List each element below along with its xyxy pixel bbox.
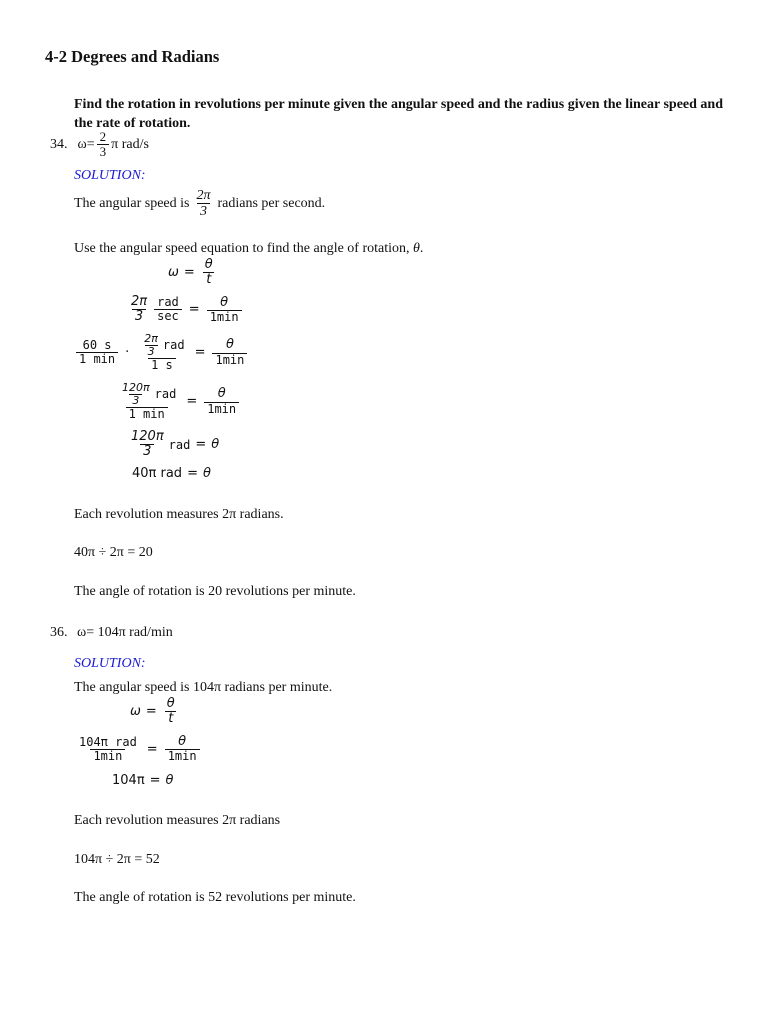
page-title: 4-2 Degrees and Radians [45,47,220,66]
equation-step-2 [126,295,244,325]
equals-sign: = [149,773,161,788]
theta-over-min [204,387,239,415]
unit: rad [154,387,177,401]
unit: rad [162,338,185,352]
equals-sign: = [146,741,158,757]
angular-speed-statement [74,188,325,220]
equals-sign: = [194,345,206,361]
fraction-numerator: θ [220,294,229,310]
equals-sign: = [187,466,198,481]
dot-operator: · [125,345,130,361]
fraction-numerator: 2 [99,129,107,144]
theta-over-min [165,735,200,763]
fraction-numerator [114,382,179,407]
equals-sign: = [188,302,200,318]
fraction-denominator: sec [154,309,182,323]
fraction-denominator: 1min [204,402,239,416]
pi120-over-three [128,430,167,460]
fraction-numerator: 2π [196,188,211,203]
fraction-numerator: 104π rad [79,734,137,749]
revolution-text: Each revolution measures 2π radians. [74,507,284,522]
omega-symbol: ω [168,265,179,281]
equals-sign: = [195,437,207,453]
omega-lhs: ω= [77,136,95,152]
theta-symbol: θ [413,241,420,256]
fraction-numerator: θ [217,386,226,402]
theta-symbol: θ [165,773,174,788]
fraction-numerator: 60 s [82,338,112,352]
rad-over-sec [154,296,182,323]
text-fragment: Use the angular speed equation to find the angle of rotation, [74,241,410,256]
problem-number: 36. [50,625,68,640]
theta-symbol: θ [211,437,220,453]
theta-over-t [202,258,216,288]
fraction-denominator: 3 [129,394,142,407]
problem-34-statement [50,130,149,160]
fraction-denominator: 1min [212,353,247,367]
instructions: Find the rotation in revolutions per minute given the angular speed and the radius given the linear speed and the rate of rotation. [74,97,724,131]
fraction-numerator [136,333,187,358]
omega-fraction [97,130,110,160]
pi120-over-three [119,382,153,407]
equation-step-3 [112,773,174,788]
fraction-denominator: 3 [140,444,154,459]
omega-symbol: ω [130,704,141,720]
conclusion: The angle of rotation is 20 revolutions per minute. [74,584,356,599]
angular-speed-statement: The angular speed is 104π radians per minute. [74,680,333,695]
theta-over-min [207,296,242,324]
compound-fraction [136,333,187,372]
revolution-text: Each revolution measures 2π radians [74,813,281,828]
two-pi-over-three [128,295,150,325]
fraction-denominator: t [203,272,214,287]
equals-sign: = [186,394,198,410]
fraction-denominator: 3 [197,203,210,219]
omega-value: ω= 104π rad/min [77,625,173,640]
compound-fraction [114,382,179,421]
fraction-denominator: 3 [97,144,110,159]
rad-over-min [76,736,140,763]
solution-label: SOLUTION: [74,168,146,183]
fraction-numerator: 2π [144,332,158,345]
fraction-denominator: 1min [90,749,125,763]
fraction-numerator: θ [178,734,187,749]
equation-step-5 [126,430,219,460]
solution-label: SOLUTION: [74,656,146,671]
fraction-denominator: 1 min [76,352,118,366]
fraction-numerator: 2π [131,294,148,309]
equals-sign: = [145,704,157,720]
fraction-numerator: 120π [131,429,164,444]
sixty-s-over-min [76,339,118,366]
fraction-denominator: 1min [207,310,242,324]
fraction-numerator: θ [166,696,175,711]
problem-number: 34. [50,136,68,152]
conclusion: The angle of rotation is 52 revolutions per minute. [74,890,356,905]
fraction-numerator: rad [157,295,179,310]
text-fragment: The angular speed is [74,195,190,211]
calculation: 40π ÷ 2π = 20 [74,545,153,560]
use-equation-text [74,241,423,257]
theta-over-min [212,338,247,366]
period: . [419,241,424,256]
omega-rest: π rad/s [111,136,149,152]
angular-fraction [193,188,213,220]
equation-step-4 [112,382,241,421]
equation-step-3 [74,333,249,372]
equation-step-1 [130,697,180,727]
text-fragment: radians per second. [217,195,326,211]
result-value: 104π [112,773,145,788]
result-value: 40π rad [132,466,183,481]
unit: rad [168,437,191,452]
fraction-denominator: t [165,711,176,726]
two-pi-over-three [141,333,161,358]
fraction-numerator: θ [225,337,234,353]
fraction-numerator: θ [204,257,213,272]
equation-step-2 [74,735,202,763]
fraction-denominator: 1 s [148,358,176,372]
fraction-denominator: 3 [145,345,158,358]
equation-step-6 [132,466,211,481]
fraction-denominator: 3 [132,309,146,324]
fraction-denominator: 1min [165,749,200,763]
theta-symbol: θ [202,466,211,481]
fraction-numerator: 120π [122,381,150,394]
equals-sign: = [183,265,195,281]
fraction-denominator: 1 min [126,407,168,421]
problem-36-statement [50,625,173,641]
theta-over-t [164,697,178,727]
calculation: 104π ÷ 2π = 52 [74,852,160,867]
equation-step-1 [168,258,218,288]
